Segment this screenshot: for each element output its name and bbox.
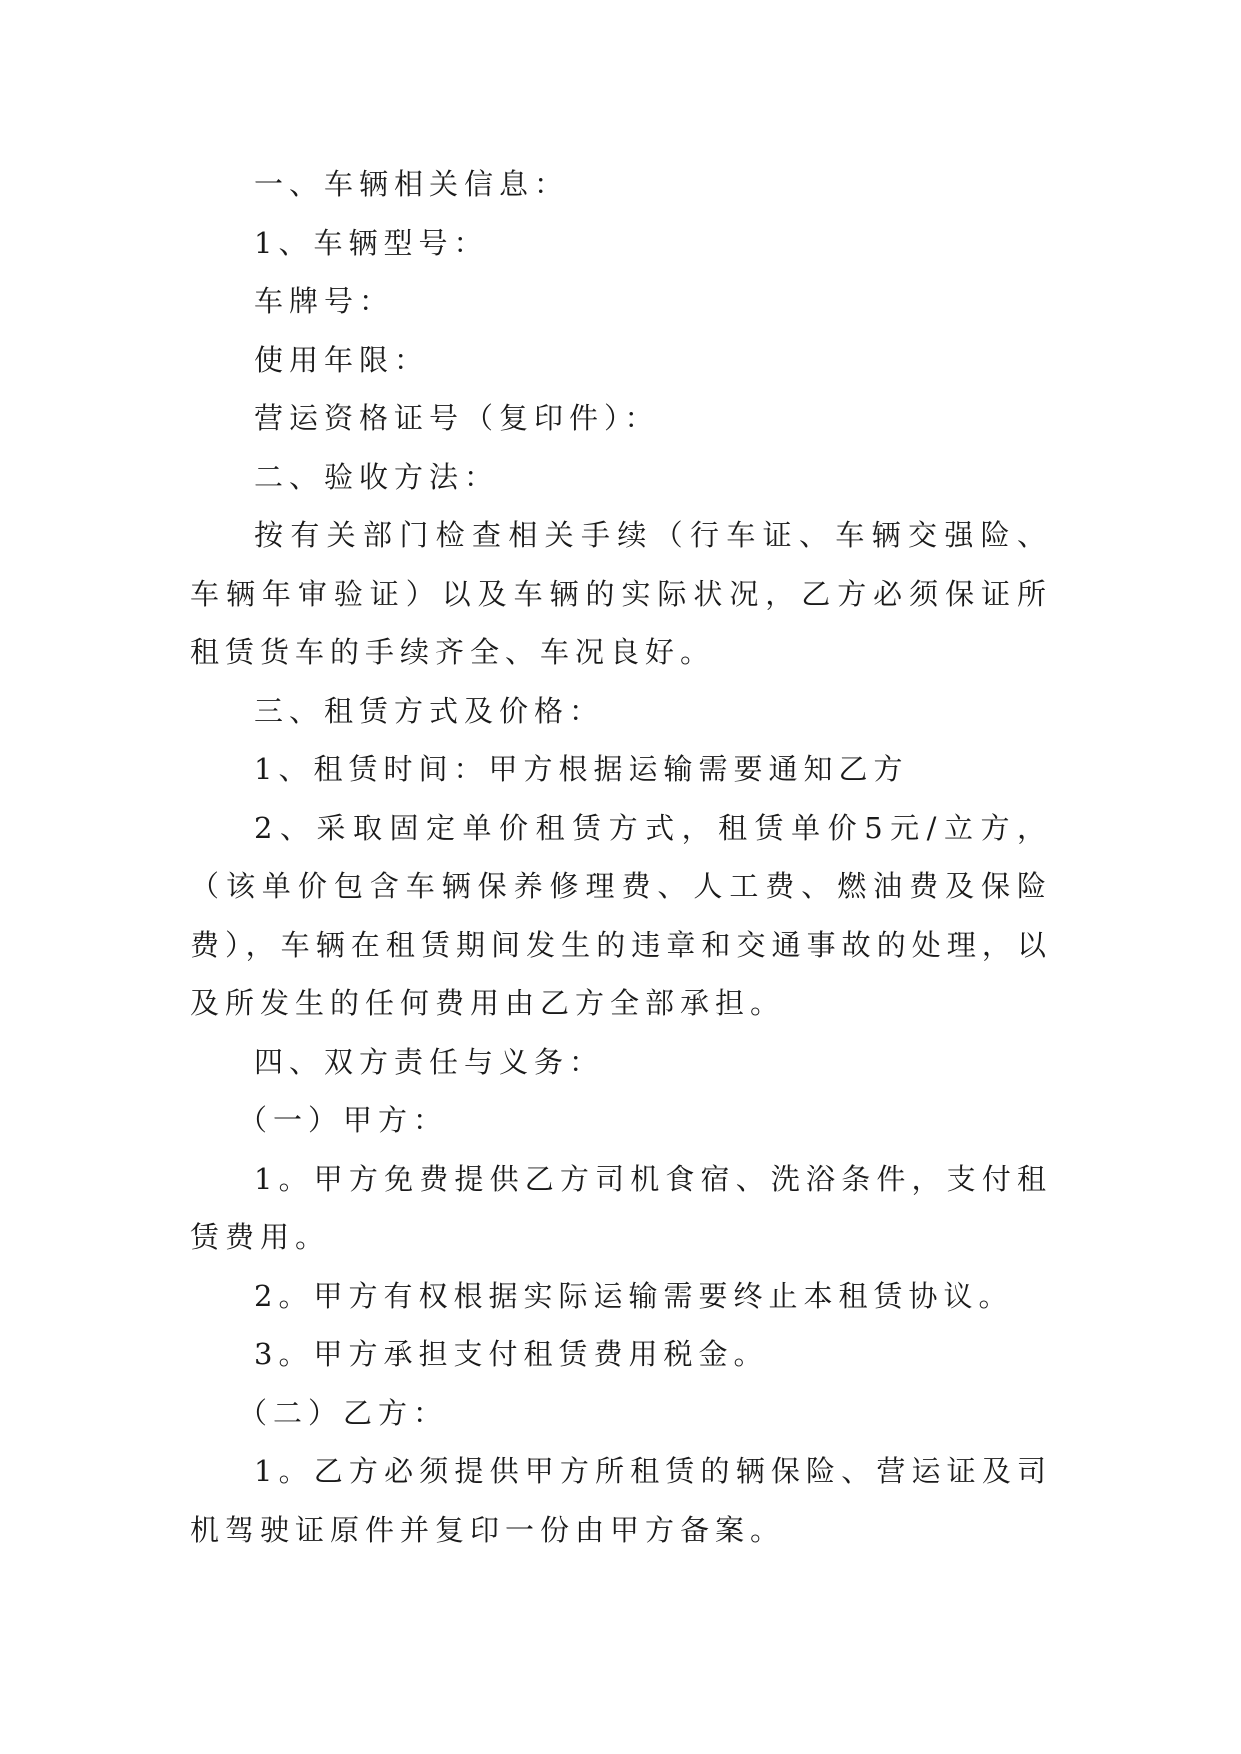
party-a-heading: （一）甲方： [238,1103,449,1137]
lease-time-line: 1、租赁时间：甲方根据运输需要通知乙方 [254,752,909,786]
party-a-item-3: 3。甲方承担支付租赁费用税金。 [254,1337,769,1371]
plate-number-line: 车牌号： [254,284,395,318]
section-heading-lease-terms: 三、租赁方式及价格： [254,693,605,728]
party-b-heading: （二）乙方： [238,1395,449,1430]
vehicle-model-line: 1、车辆型号： [254,225,489,260]
lease-price-paragraph: 2、采取固定单价租赁方式，租赁单价5元/立方，（该单价包含车辆保养修理费、人工费、燃油费及保险费），车辆在租赁期间发生的违章和交通事故的处理，以及所发生的任何费用由乙方全部承担。 [190,810,1052,1020]
document-body [190,155,1052,1559]
acceptance-paragraph: 按有关部门检查相关手续（行车证、车辆交强险、车辆年审验证）以及车辆的实际状况，乙方必须保证所租赁货车的手续齐全、车况良好。 [190,518,1052,669]
operating-license-line: 营运资格证号（复印件）： [254,401,660,435]
section-heading-acceptance: 二、验收方法： [254,459,500,494]
party-a-item-1: 1。甲方免费提供乙方司机食宿、洗浴条件，支付租赁费用。 [190,1161,1052,1254]
section-heading-vehicle-info: 一、车辆相关信息： [254,167,570,201]
party-b-item-1: 1。乙方必须提供甲方所租赁的辆保险、营运证及司机驾驶证原件并复印一份由甲方备案。 [190,1454,1052,1547]
service-life-line: 使用年限： [254,342,430,377]
party-a-item-2: 2。甲方有权根据实际运输需要终止本租赁协议。 [254,1278,1014,1313]
section-heading-responsibilities: 四、双方责任与义务： [254,1044,605,1079]
